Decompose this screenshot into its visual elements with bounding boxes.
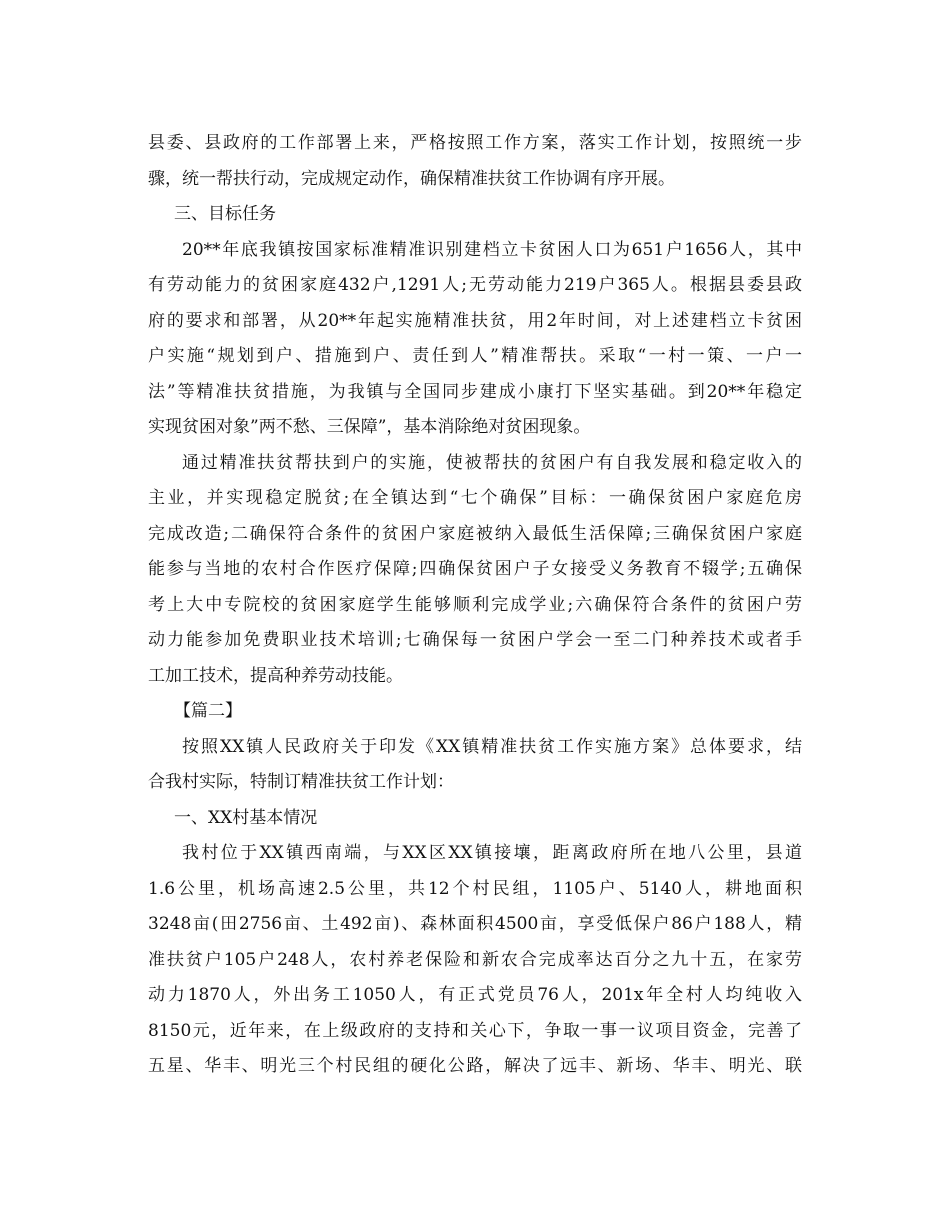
text-line: 考上大中专院校的贫困家庭学生能够顺利完成学业;六确保符合条件的贫困户劳 xyxy=(148,594,802,615)
chapter-heading-part-two xyxy=(148,694,802,730)
document-body xyxy=(148,126,802,1085)
text-line: 我村位于XX镇西南端，与XX区XX镇接壤，距离政府所在地八公里，县道 xyxy=(182,843,802,863)
text-line: 县委、县政府的工作部署上来，严格按照工作方案，落实工作计划，按照统一步 xyxy=(148,133,802,153)
text-line: 20**年底我镇按国家标准精准识别建档立卡贫困人口为651户1656人，其中 xyxy=(182,239,802,260)
text-line: 准扶贫户105户248人，农村养老保险和新农合完成率达百分之九十五，在家劳 xyxy=(148,949,802,970)
paragraph-intro-part-two xyxy=(148,730,802,801)
heading-text: 三、目标任务 xyxy=(174,204,276,224)
text-line: 府的要求和部署，从20**年起实施精准扶贫，用2年时间，对上述建档立卡贫困 xyxy=(148,310,802,331)
section-heading-village-basics xyxy=(148,801,802,837)
text-line: 1.6公里，机场高速2.5公里，共12个村民组，1105户、5140人，耕地面积 xyxy=(148,878,802,899)
text-line: 工加工技术，提高种养劳动技能。 xyxy=(148,665,403,686)
text-line: 主业，并实现稳定脱贫;在全镇达到“七个确保”目标：一确保贫困户家庭危房 xyxy=(148,488,802,508)
heading-text: 一、XX村基本情况 xyxy=(174,807,318,828)
text-line: 合我村实际，特制订精准扶贫工作计划： xyxy=(148,772,454,792)
text-line: 动力能参加免费职业技术培训;七确保每一贫困户学会一至二门种养技术或者手 xyxy=(148,630,802,650)
text-line: 能参与当地的农村合作医疗保障;四确保贫困户子女接受义务教育不辍学;五确保 xyxy=(148,559,802,579)
paragraph-village-situation xyxy=(148,836,802,1085)
text-line: 有劳动能力的贫困家庭432户,1291人;无劳动能力219户365人。根据县委县政 xyxy=(148,275,802,295)
text-line: 动力1870人，外出务工1050人，有正式党员76人，201x年全村人均纯收入 xyxy=(148,985,802,1005)
text-line: 按照XX镇人民政府关于印发《XX镇精准扶贫工作实施方案》总体要求，结 xyxy=(182,736,802,757)
section-heading-goals xyxy=(148,197,802,233)
text-line: 8150元，近年来，在上级政府的支持和关心下，争取一事一议项目资金，完善了 xyxy=(148,1020,802,1041)
text-line: 完成改造;二确保符合条件的贫困户家庭被纳入最低生活保障;三确保贫困户家庭 xyxy=(148,523,802,544)
text-line: 通过精准扶贫帮扶到户的实施，使被帮扶的贫困户有自我发展和稳定收入的 xyxy=(182,452,802,473)
paragraph-targets xyxy=(148,233,802,446)
paragraph-continuation xyxy=(148,126,802,197)
text-line: 法”等精准扶贫措施，为我镇与全国同步建成小康打下坚实基础。到20**年稳定 xyxy=(148,381,802,402)
heading-text: 【篇二】 xyxy=(174,701,242,721)
text-line: 户实施“规划到户、措施到户、责任到人”精准帮扶。采取“一村一策、一户一 xyxy=(148,346,802,366)
text-line: 3248亩(田2756亩、土492亩)、森林面积4500亩，享受低保户86户188人，精 xyxy=(148,914,802,934)
text-line: 实现贫困对象”两不愁、三保障”，基本消除绝对贫困现象。 xyxy=(148,417,591,437)
text-line: 骤，统一帮扶行动，完成规定动作，确保精准扶贫工作协调有序开展。 xyxy=(148,168,675,189)
text-line: 五星、华丰、明光三个村民组的硬化公路，解决了远丰、新场、华丰、明光、联 xyxy=(148,1056,802,1076)
paragraph-seven-guarantees xyxy=(148,446,802,695)
